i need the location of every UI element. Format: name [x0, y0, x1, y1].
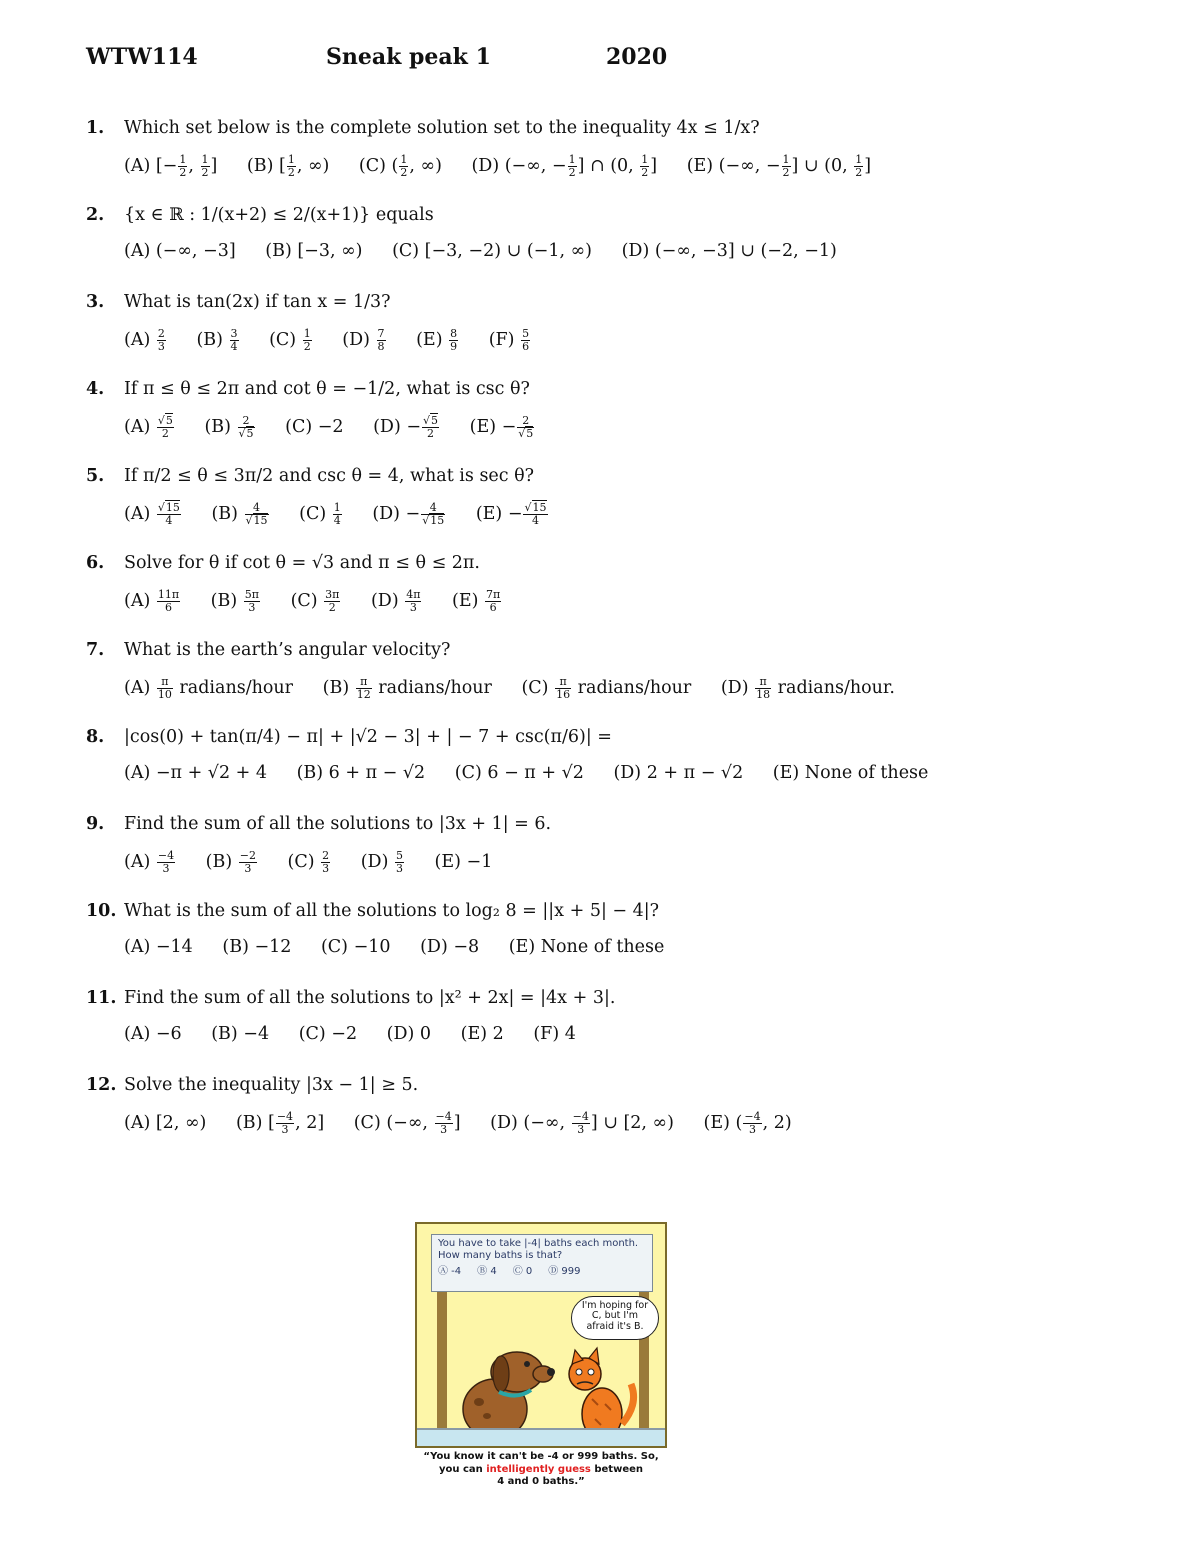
question-text: Which set below is the complete solution set to the inequality 4x ≤ 1/x? — [124, 118, 760, 138]
option-c[interactable]: (C) ( $\frac{1}{2}$ , ∞) — [358, 153, 442, 179]
option-c[interactable]: (C) 6 − π + √2 — [454, 763, 584, 783]
option-f[interactable]: (F) 4 — [533, 1024, 576, 1044]
question-text: Solve for θ if cot θ = √3 and π ≤ θ ≤ 2π. — [124, 553, 480, 573]
question-number: 4. — [86, 379, 105, 399]
option-c[interactable]: (C) −10 — [320, 937, 391, 957]
question-text: What is tan(2x) if tan x = 1/3? — [124, 292, 391, 312]
document-title: Sneak peak 1 — [326, 44, 491, 70]
bubble-line3: afraid it's B. — [586, 1320, 644, 1332]
dog-icon — [463, 1352, 555, 1439]
answer-options — [124, 763, 952, 783]
page-header — [86, 44, 786, 76]
question-8 — [86, 721, 1166, 808]
option-e[interactable]: (E) − $\frac{√15}{4}$ — [475, 501, 547, 527]
question-number: 1. — [86, 118, 105, 138]
option-a[interactable]: (A) −14 — [124, 937, 193, 957]
cartoon-option-d: Ⓓ 999 — [548, 1266, 581, 1277]
cartoon-option-a: Ⓐ -4 — [438, 1266, 462, 1277]
question-text: |cos(0) + tan(π/4) − π| + |√2 − 3| + | − 7 + csc(π/6)| = — [124, 727, 612, 747]
option-e[interactable]: (E) −1 — [434, 851, 493, 872]
question-7 — [86, 634, 1166, 721]
option-a[interactable]: (A) $\frac{√5}{2}$ — [124, 414, 173, 440]
option-e[interactable]: (E) ( $\frac{-4}{3}$ , 2) — [703, 1110, 792, 1136]
answer-options — [124, 1111, 816, 1135]
option-c[interactable]: (C) $\frac{1}{4}$ — [299, 501, 341, 527]
question-2 — [86, 199, 1166, 286]
bubble-line1: I'm hoping for — [581, 1300, 649, 1311]
question-text: {x ∈ ℝ : 1/(x+2) ≤ 2/(x+1)} equals — [124, 205, 434, 225]
question-text: Solve the inequality |3x − 1| ≥ 5. — [124, 1075, 419, 1095]
question-5 — [86, 460, 1166, 547]
question-number: 2. — [86, 205, 105, 225]
option-c[interactable]: (C) −2 — [298, 1024, 358, 1044]
option-d[interactable]: (D) $\frac{4\pi}{3}$ — [370, 588, 421, 614]
option-b[interactable]: (B) $\frac{3}{4}$ — [196, 327, 238, 353]
question-text: If π/2 ≤ θ ≤ 3π/2 and csc θ = 4, what is sec θ? — [124, 466, 535, 486]
option-a[interactable]: (A) $\frac{-4}{3}$ — [124, 849, 175, 875]
option-e[interactable]: (E) None of these — [508, 937, 665, 957]
option-d[interactable]: (D) 0 — [386, 1024, 432, 1044]
cartoon-floor — [417, 1428, 665, 1446]
caption-line2 — [415, 1464, 667, 1477]
question-text: Find the sum of all the solutions to |x² + 2x| = |4x + 3|. — [124, 988, 616, 1008]
option-d[interactable]: (D) 2 + π − √2 — [613, 763, 744, 783]
question-number: 12. — [86, 1075, 117, 1095]
option-d[interactable]: (D) − $\frac{4}{√15}$ — [372, 501, 445, 527]
caption-text: between — [590, 1463, 643, 1475]
question-11 — [86, 982, 1166, 1069]
option-a[interactable]: (A) −6 — [124, 1024, 182, 1044]
caption-line1: “You know it can't be -4 or 999 baths. So, — [423, 1451, 659, 1462]
option-e[interactable]: (E) $\frac{7\pi}{6}$ — [452, 588, 501, 614]
option-a[interactable]: (A) $\frac{2}{3}$ — [124, 327, 165, 353]
question-number: 5. — [86, 466, 105, 486]
option-c[interactable]: (C) $\frac{\pi}{16}$ radians/hour — [521, 675, 692, 701]
question-number: 11. — [86, 988, 117, 1008]
question-10 — [86, 895, 1166, 982]
option-c[interactable]: (C) $\frac{3\pi}{2}$ — [290, 588, 340, 614]
document-year: 2020 — [606, 44, 668, 70]
option-d[interactable]: (D) (−∞, −3] ∪ (−2, −1) — [621, 241, 837, 261]
question-text: What is the earth’s angular velocity? — [124, 640, 451, 660]
answer-options — [124, 676, 919, 700]
option-a[interactable]: (A) (−∞, −3] — [124, 241, 236, 261]
caption-highlight: intelligently guess — [486, 1463, 591, 1475]
option-a[interactable]: (A) [− $\frac{1}{2}$ , $\frac{1}{2}$ ] — [124, 153, 218, 179]
question-number: 8. — [86, 727, 105, 747]
cartoon-question-line2: How many baths is that? — [438, 1250, 563, 1261]
cartoon-question-line1: You have to take |-4| baths each month. — [438, 1238, 639, 1249]
cartoon-option-b: Ⓑ 4 — [477, 1266, 497, 1277]
question-number: 7. — [86, 640, 105, 660]
question-6 — [86, 547, 1166, 634]
option-b[interactable]: (B) 6 + π − √2 — [296, 763, 426, 783]
option-a[interactable]: (A) [2, ∞) — [124, 1112, 207, 1133]
question-3 — [86, 286, 1166, 373]
question-text: Find the sum of all the solutions to |3x + 1| = 6. — [124, 814, 552, 834]
option-d[interactable]: (D) $\frac{7}{8}$ — [342, 327, 385, 353]
option-c[interactable]: (C) $\frac{2}{3}$ — [287, 849, 330, 875]
question-4 — [86, 373, 1166, 460]
question-12 — [86, 1069, 1166, 1156]
cartoon-illustration — [415, 1222, 667, 1448]
option-b[interactable]: (B) $\frac{-2}{3}$ — [205, 849, 256, 875]
option-e[interactable]: (E) None of these — [772, 763, 929, 783]
option-b[interactable]: (B) $\frac{2}{√5}$ — [204, 414, 254, 440]
option-e[interactable]: (E) − $\frac{2}{√5}$ — [469, 414, 534, 440]
option-b[interactable]: (B) [ $\frac{-4}{3}$ , 2] — [235, 1110, 325, 1136]
answer-options — [124, 850, 516, 874]
option-d[interactable]: (D) $\frac{\pi}{18}$ radians/hour. — [720, 675, 895, 701]
option-c[interactable]: (C) −2 — [285, 416, 344, 437]
option-c[interactable]: (C) [−3, −2) ∪ (−1, ∞) — [392, 241, 593, 261]
question-1 — [86, 112, 1166, 199]
option-e[interactable]: (E) 2 — [460, 1024, 504, 1044]
option-d[interactable]: (D) − $\frac{√5}{2}$ — [373, 414, 439, 440]
answer-options — [124, 415, 559, 439]
option-a[interactable]: (A) $\frac{\pi}{10}$ radians/hour — [124, 675, 294, 701]
option-b[interactable]: (B) −4 — [211, 1024, 270, 1044]
answer-options — [124, 1024, 600, 1044]
option-c[interactable]: (C) $\frac{1}{2}$ — [269, 327, 311, 353]
question-9 — [86, 808, 1166, 895]
question-number: 10. — [86, 901, 117, 921]
caption-line3: 4 and 0 baths.” — [497, 1476, 585, 1487]
option-c[interactable]: (C) (−∞, $\frac{-4}{3}$ ] — [353, 1110, 461, 1136]
option-d[interactable]: (D) $\frac{5}{3}$ — [360, 849, 403, 875]
question-list — [86, 112, 1166, 1156]
cartoon-option-c: Ⓒ 0 — [512, 1266, 533, 1277]
option-d[interactable]: (D) (−∞, $\frac{-4}{3}$ ] ∪ [2, ∞) — [490, 1110, 674, 1136]
cartoon-caption — [415, 1451, 667, 1489]
option-d[interactable]: (D) −8 — [420, 937, 480, 957]
option-a[interactable]: (A) $\frac{11\pi}{6}$ — [124, 588, 180, 614]
cartoon-drawing — [417, 1224, 667, 1448]
option-b[interactable]: (B) $\frac{5\pi}{3}$ — [210, 588, 259, 614]
answer-options — [124, 937, 688, 957]
option-b[interactable]: (B) −12 — [222, 937, 292, 957]
question-number: 6. — [86, 553, 105, 573]
question-text: What is the sum of all the solutions to log₂ 8 = ||x + 5| − 4|? — [124, 901, 660, 921]
option-a[interactable]: (A) $\frac{√15}{4}$ — [124, 501, 180, 527]
answer-options — [124, 502, 573, 526]
answer-options — [124, 328, 555, 352]
question-number: 3. — [86, 292, 105, 312]
answer-options — [124, 154, 895, 178]
option-b[interactable]: (B) [ $\frac{1}{2}$ , ∞) — [246, 153, 330, 179]
question-text: If π ≤ θ ≤ 2π and cot θ = −1/2, what is csc θ? — [124, 379, 530, 399]
course-code: WTW114 — [86, 44, 198, 70]
caption-text: you can — [438, 1463, 487, 1475]
option-e[interactable]: (E) $\frac{8}{9}$ — [416, 327, 458, 353]
cat-icon — [569, 1348, 634, 1440]
option-a[interactable]: (A) −π + √2 + 4 — [124, 763, 268, 783]
bubble-line2: C, but I'm — [591, 1310, 639, 1322]
option-b[interactable]: (B) $\frac{4}{√15}$ — [211, 501, 268, 527]
option-d[interactable]: (D) (−∞, − $\frac{1}{2}$ ] ∩ (0, $\frac{1}{2}$ ] — [471, 153, 658, 179]
option-b[interactable]: (B) [−3, ∞) — [265, 241, 363, 261]
answer-options — [124, 589, 526, 613]
option-b[interactable]: (B) $\frac{\pi}{12}$ radians/hour — [322, 675, 492, 701]
option-e[interactable]: (E) (−∞, − $\frac{1}{2}$ ] ∪ (0, $\frac{1}{2}$ ] — [686, 153, 872, 179]
answer-options — [124, 241, 861, 261]
question-number: 9. — [86, 814, 105, 834]
option-f[interactable]: (F) $\frac{5}{6}$ — [488, 327, 530, 353]
